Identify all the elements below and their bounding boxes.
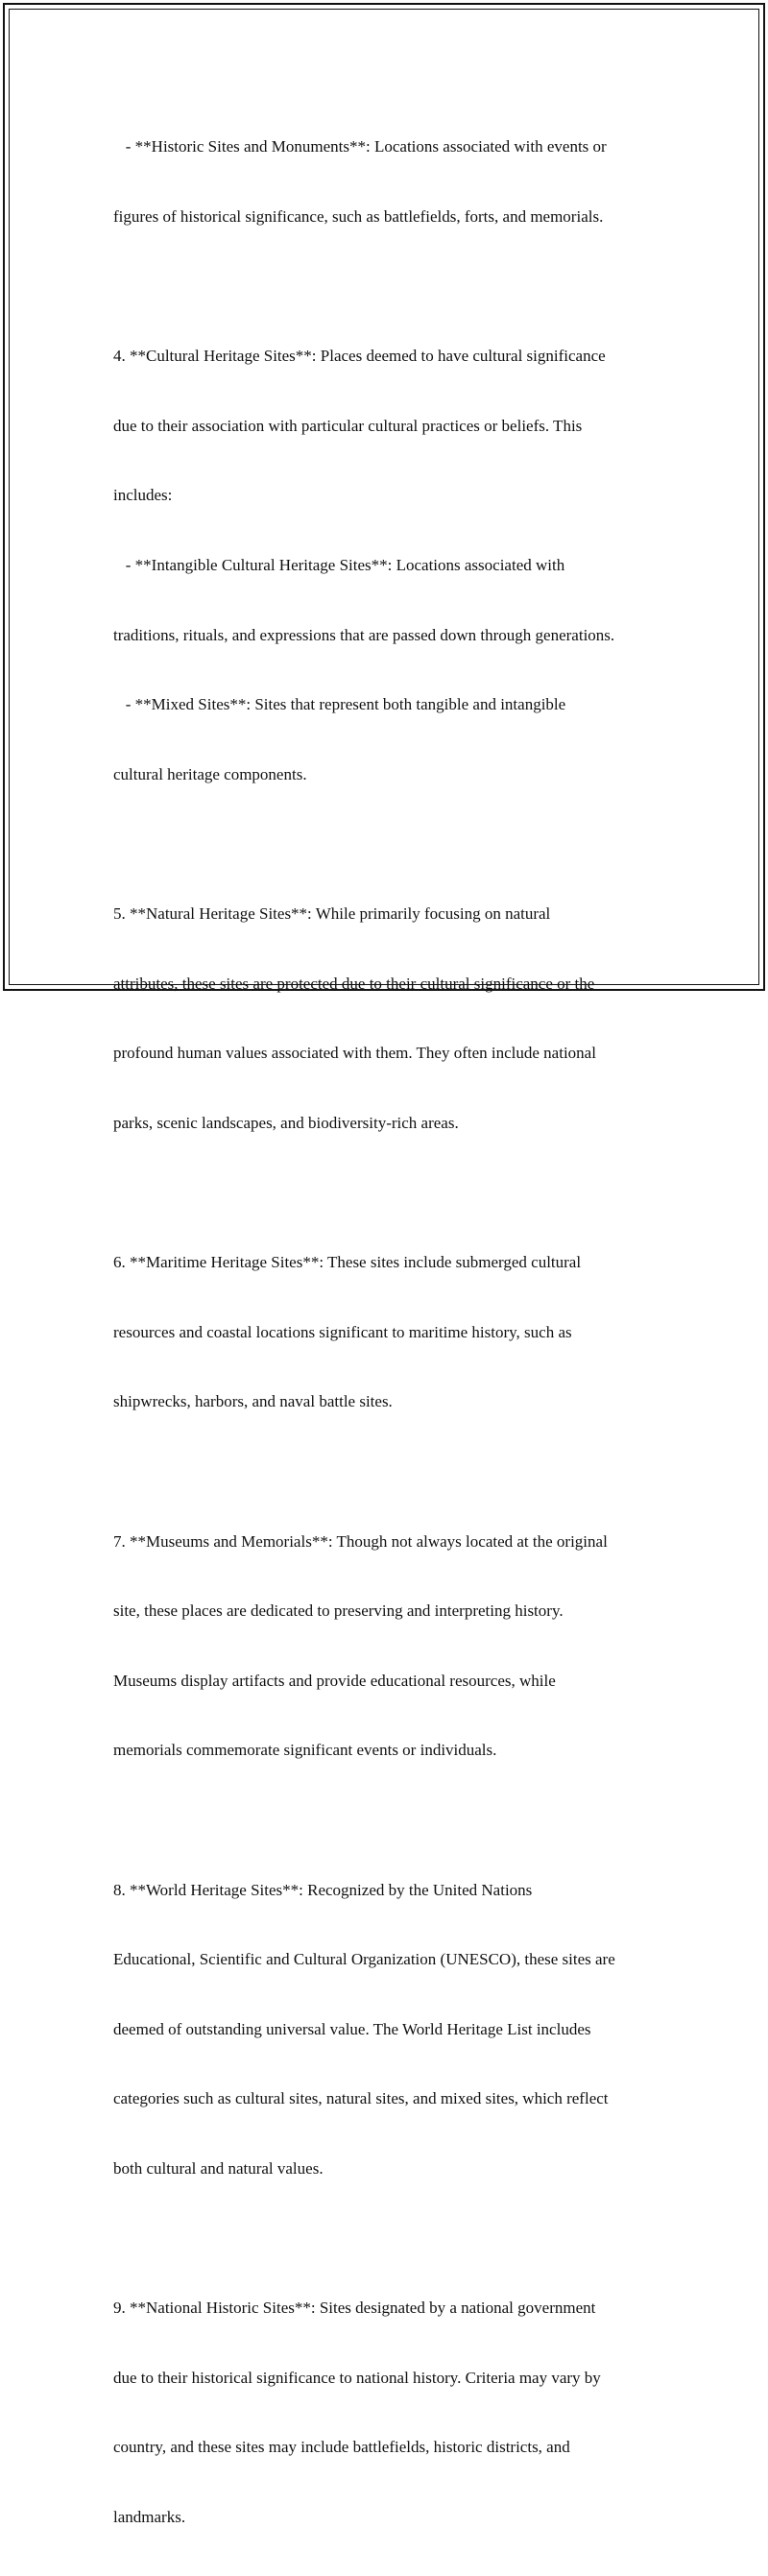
text-line: traditions, rituals, and expressions that are passed down through generations.: [113, 625, 615, 644]
text-line: figures of historical significance, such as battlefields, forts, and memorials.: [113, 207, 604, 227]
paragraph-maritime-heritage-sites: [113, 1205, 670, 1460]
text-line: both cultural and natural values.: [113, 2159, 324, 2178]
text-line: includes:: [113, 486, 173, 505]
text-line: due to their association with particular cultural practices or beliefs. This: [113, 416, 583, 435]
text-line: parks, scenic landscapes, and biodiversity-rich areas.: [113, 1113, 459, 1132]
text-line: - **Historic Sites and Monuments**: Locations associated with events or: [113, 137, 607, 156]
paragraph-natural-heritage-sites: [113, 856, 670, 1182]
paragraph-national-historic-sites: [113, 2251, 670, 2576]
paragraph-historic-sites: [113, 89, 670, 276]
text-line: resources and coastal locations significant to maritime history, such as: [113, 1322, 572, 1341]
text-line: shipwrecks, harbors, and naval battle sites.: [113, 1392, 393, 1411]
text-line: cultural heritage components.: [113, 764, 307, 783]
text-line: - **Mixed Sites**: Sites that represent both tangible and intangible: [113, 695, 566, 714]
text-line: Museums display artifacts and provide educational resources, while: [113, 1671, 556, 1690]
text-line: due to their historical significance to national history. Criteria may vary by: [113, 2368, 601, 2387]
text-line: country, and these sites may include battlefields, historic districts, and: [113, 2438, 570, 2457]
text-line: 5. **Natural Heritage Sites**: While primarily focusing on natural: [113, 904, 551, 924]
document-body: [113, 89, 670, 2576]
text-line: memorials commemorate significant events or individuals.: [113, 1741, 497, 1760]
paragraph-cultural-heritage-sites: [113, 299, 670, 833]
paragraph-museums-and-memorials: [113, 1483, 670, 1809]
text-line: 7. **Museums and Memorials**: Though not always located at the original: [113, 1531, 608, 1551]
text-line: attributes, these sites are protected due to their cultural significance or the: [113, 974, 595, 993]
text-line: Educational, Scientific and Cultural Organization (UNESCO), these sites are: [113, 1950, 615, 1969]
text-line: deemed of outstanding universal value. The World Heritage List includes: [113, 2019, 591, 2038]
text-line: 6. **Maritime Heritage Sites**: These sites include submerged cultural: [113, 1253, 582, 1272]
text-line: profound human values associated with them. They often include national: [113, 1044, 596, 1063]
paragraph-world-heritage-sites: [113, 1832, 670, 2227]
text-line: landmarks.: [113, 2508, 186, 2527]
text-line: - **Intangible Cultural Heritage Sites**: Locations associated with: [113, 556, 565, 575]
text-line: 8. **World Heritage Sites**: Recognized by the United Nations: [113, 1880, 533, 1899]
text-line: 4. **Cultural Heritage Sites**: Places deemed to have cultural significance: [113, 347, 606, 366]
text-line: 9. **National Historic Sites**: Sites designated by a national government: [113, 2299, 596, 2318]
text-line: categories such as cultural sites, natural sites, and mixed sites, which reflect: [113, 2089, 609, 2108]
text-line: site, these places are dedicated to preserving and interpreting history.: [113, 1601, 564, 1621]
